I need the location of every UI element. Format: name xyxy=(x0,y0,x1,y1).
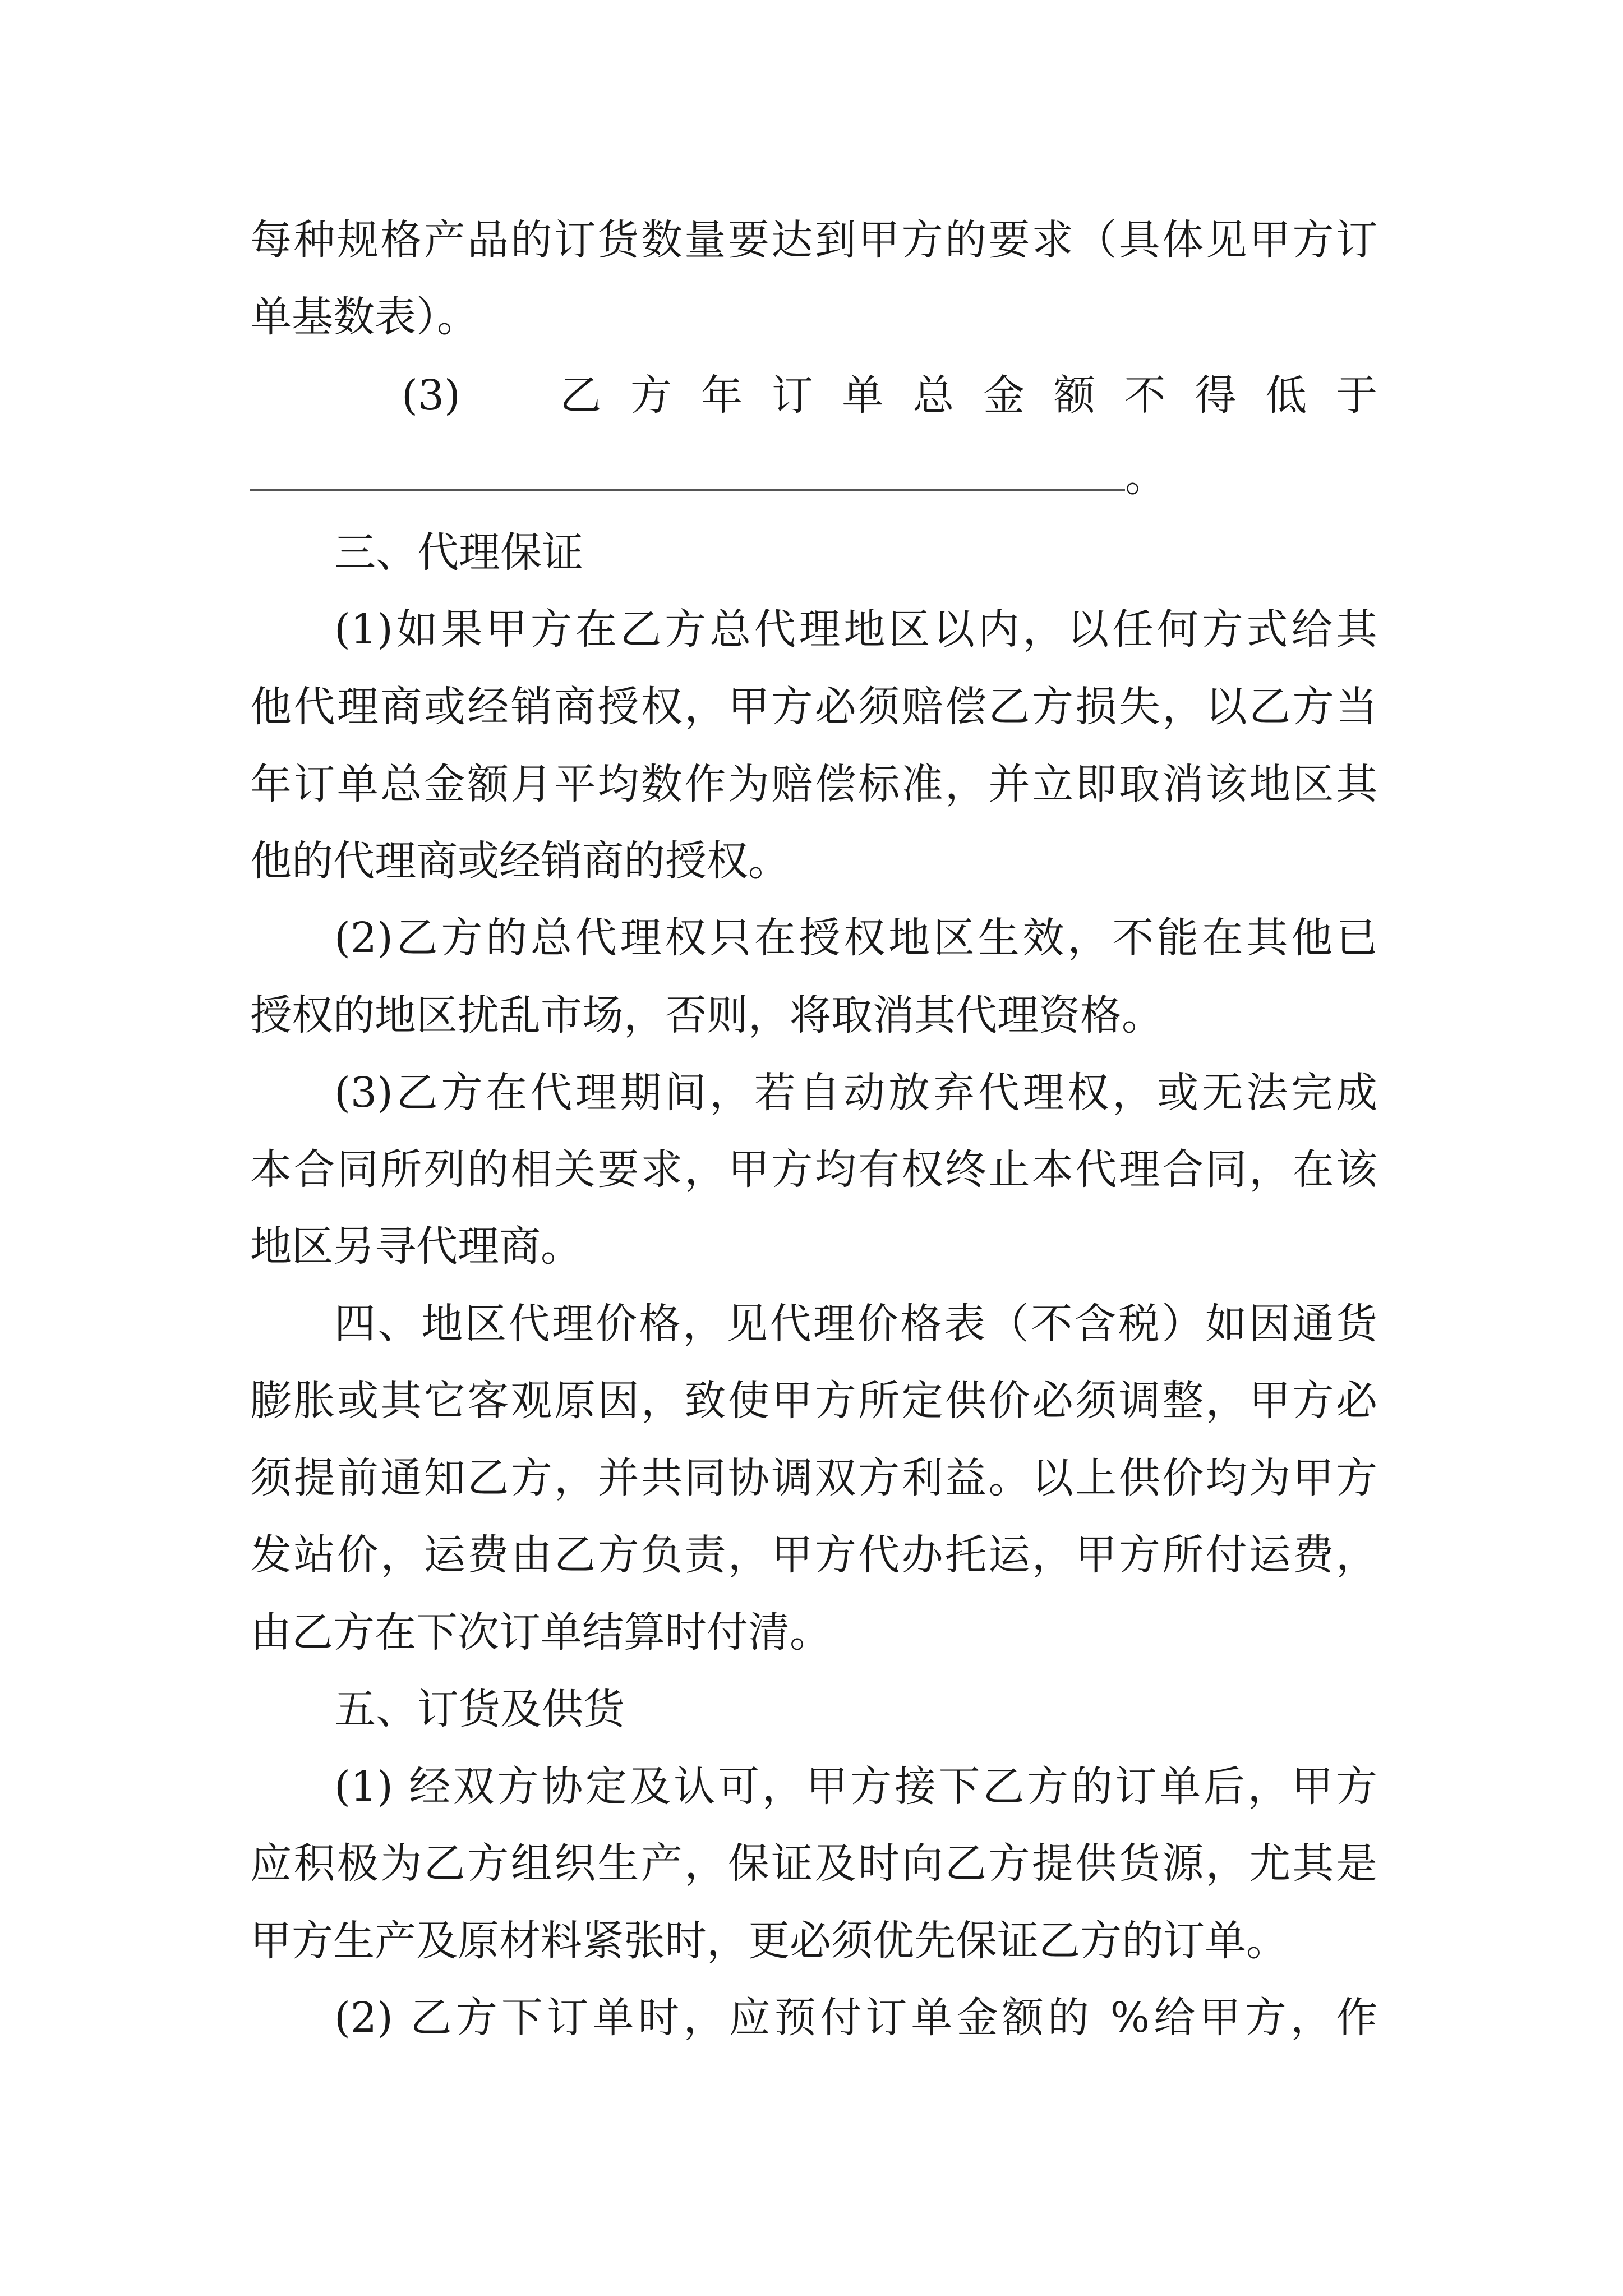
body-text-line: 他代理商或经销商授权，甲方必须赔偿乙方损失，以乙方当 xyxy=(250,683,1377,731)
body-text-line: (2) 乙方下订单时，应预付订单金额的 %给甲方，作 xyxy=(334,1994,1377,2042)
body-text-line: 由乙方在下次订单结算时付清。 xyxy=(250,1608,831,1657)
body-text-line: (3)乙方在代理期间，若自动放弃代理权，或无法完成 xyxy=(334,1069,1377,1117)
body-text-line: 年订单总金额月平均数作为赔偿标准，并立即取消该地区其 xyxy=(250,760,1377,808)
body-text-line: 发站价，运费由乙方负责，甲方代办托运，甲方所付运费， xyxy=(250,1531,1377,1579)
body-text-line: 授权的地区扰乱市场，否则，将取消其代理资格。 xyxy=(250,991,1163,1039)
section-heading: 五、订货及供货 xyxy=(334,1685,625,1733)
body-text-line: 单基数表）。 xyxy=(250,293,478,341)
fill-in-blank xyxy=(250,455,1125,491)
body-text-line: 四、地区代理价格，见代理价格表（不含税）如因通货 xyxy=(334,1300,1377,1348)
body-text-line: (1) 经双方协定及认可，甲方接下乙方的订单后，甲方 xyxy=(334,1763,1377,1811)
body-text-line: 地区另寻代理商。 xyxy=(250,1222,582,1271)
body-text-punctuation: 。 xyxy=(1125,453,1166,501)
body-text-line: 膨胀或其它客观原因，致使甲方所定供价必须调整，甲方必 xyxy=(250,1377,1377,1425)
blank-fill-line xyxy=(250,449,1377,505)
body-text-line: (1)如果甲方在乙方总代理地区以内，以任何方式给其 xyxy=(334,605,1377,654)
body-text-line: 甲方生产及原材料紧张时，更必须优先保证乙方的订单。 xyxy=(250,1917,1288,1965)
body-text-line: 应积极为乙方组织生产，保证及时向乙方提供货源，尤其是 xyxy=(250,1839,1377,1888)
body-text-line: 须提前通知乙方，并共同协调双方利益。以上供价均为甲方 xyxy=(250,1454,1377,1502)
body-text-line: 本合同所列的相关要求，甲方均有权终止本代理合同，在该 xyxy=(250,1145,1377,1194)
body-text-line: (2)乙方的总代理权只在授权地区生效，不能在其他已 xyxy=(334,914,1377,962)
body-text-line: 他的代理商或经销商的授权。 xyxy=(250,837,790,885)
body-text-line: (3) 乙方年订单总金额不得低于 xyxy=(402,371,1377,420)
body-text-line: 每种规格产品的订货数量要达到甲方的要求（具体见甲方订 xyxy=(250,216,1377,264)
section-heading: 三、代理保证 xyxy=(334,528,583,577)
